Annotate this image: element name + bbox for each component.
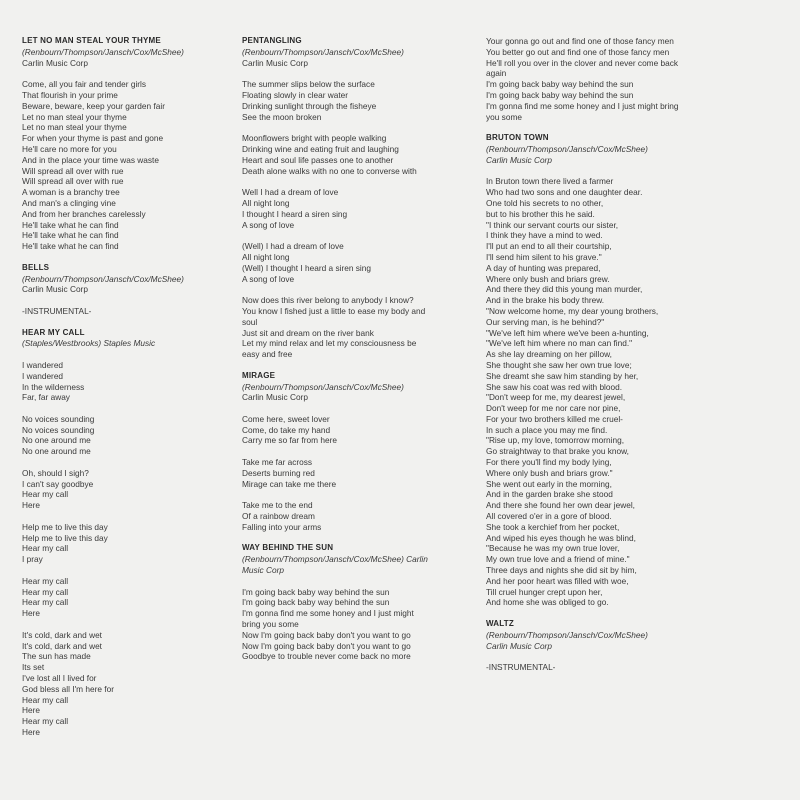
song-title: MIRAGE <box>242 370 276 380</box>
stanza-break <box>242 122 470 133</box>
lyric-line: No one around me <box>22 446 91 457</box>
lyric-line: I thought I heard a siren sing <box>242 208 348 219</box>
lyric-line: Go straightway to that brake you know, <box>486 446 629 457</box>
lyric-line: In Bruton town there lived a farmer <box>486 176 614 187</box>
song-credit: (Renbourn/Thompson/Jansch/Cox/McShee) <box>486 143 648 154</box>
song-title: BELLS <box>22 262 50 272</box>
lyric-line: And there they did this young man murder, <box>486 284 643 295</box>
lyric-line: Moonflowers bright with people walking <box>242 133 387 144</box>
lyric-line: Just sit and dream on the river bank <box>242 327 374 338</box>
lyric-line: Its set <box>22 662 45 673</box>
song-publisher: Carlin Music Corp <box>486 640 552 651</box>
lyric-line: you some <box>486 111 522 122</box>
lyric-line: And in the place your time was waste <box>22 154 159 165</box>
lyric-line: "We've left him where no man can find." <box>486 338 633 349</box>
lyric-line: That flourish in your prime <box>22 89 118 100</box>
stanza-break <box>22 511 232 522</box>
song-credit: (Renbourn/Thompson/Jansch/Cox/McShee) <box>22 273 184 284</box>
song-publisher: Carlin Music Corp <box>242 392 308 403</box>
lyric-line: She went out early in the morning, <box>486 478 612 489</box>
lyric-line: Hear my call <box>22 597 69 608</box>
lyric-line: For your two brothers killed me cruel- <box>486 413 623 424</box>
lyric-line: Drinking wine and eating fruit and laughing <box>242 143 399 154</box>
lyric-line: Three days and nights she did sit by him, <box>486 565 637 576</box>
stanza-break <box>242 176 470 187</box>
song-title: BRUTON TOWN <box>486 133 549 143</box>
lyric-line: I've lost all I lived for <box>22 673 97 684</box>
lyric-line: All night long <box>242 197 290 208</box>
lyric-line: Beware, beware, keep your garden fair <box>22 100 165 111</box>
lyric-line: I'm going back baby way behind the sun <box>242 597 390 608</box>
lyric-line: For there you'll find my body lying, <box>486 457 612 468</box>
lyric-line: He'll take what he can find <box>22 230 119 241</box>
lyric-line: The summer slips below the surface <box>242 79 375 90</box>
song-way-behind-the-sun-continued <box>486 36 786 122</box>
lyric-line: I wandered <box>22 359 64 370</box>
lyric-line: Let no man steal your thyme <box>22 111 127 122</box>
lyric-line: And wiped his eyes though he was blind, <box>486 532 636 543</box>
lyric-line: And her poor heart was filled with woe, <box>486 575 629 586</box>
lyric-line: I'll send him silent to his grave." <box>486 251 602 262</box>
lyric-line: A song of love <box>242 219 295 230</box>
lyric-line: "Because he was my own true lover, <box>486 543 620 554</box>
lyric-line: Let no man steal your thyme <box>22 122 127 133</box>
song-pentangling <box>242 36 470 360</box>
lyric-line: I'm gonna find me some honey and I just might bring <box>486 100 679 111</box>
lyric-line: All night long <box>242 251 290 262</box>
song-lyrics <box>242 587 470 663</box>
lyric-line: Where only bush and briars grow." <box>486 467 613 478</box>
lyric-line: Drinking sunlight through the fisheye <box>242 100 377 111</box>
lyric-line: You better go out and find one of those fancy men <box>486 46 670 57</box>
lyric-line: Who had two sons and one daughter dear. <box>486 187 643 198</box>
lyric-line: Here <box>22 608 40 619</box>
lyric-line: A day of hunting was prepared, <box>486 262 601 273</box>
song-credit: (Renbourn/Thompson/Jansch/Cox/McShee) <box>486 629 648 640</box>
song-mirage <box>242 371 470 533</box>
lyric-line: It's cold, dark and wet <box>22 640 102 651</box>
lyric-line: She took a kerchief from her pocket, <box>486 521 620 532</box>
lyric-line: "I think our servant courts our sister, <box>486 219 619 230</box>
column-1 <box>22 36 232 738</box>
lyric-line: Here <box>22 705 40 716</box>
lyric-line: Floating slowly in clear water <box>242 89 349 100</box>
song-bells <box>22 263 232 317</box>
stanza-break <box>242 230 470 241</box>
lyric-line: Your gonna go out and find one of those fancy men <box>486 36 674 46</box>
lyric-line: Where only bush and briars grew. <box>486 273 610 284</box>
lyric-line: You know I fished just a little to ease my body and <box>242 305 426 316</box>
lyric-line: A song of love <box>242 273 295 284</box>
lyric-line: I think they have a mind to wed. <box>486 230 603 241</box>
lyric-line: Deserts burning red <box>242 467 315 478</box>
lyric-line: And from her branches carelessly <box>22 208 146 219</box>
song-title: WAY BEHIND THE SUN <box>242 543 334 553</box>
lyric-line: He'll take what he can find <box>22 219 119 230</box>
lyric-line: See the moon broken <box>242 111 322 122</box>
song-way-behind-the-sun <box>242 543 470 662</box>
lyric-line: Well I had a dream of love <box>242 187 339 198</box>
stanza-break <box>242 489 470 500</box>
song-publisher: Carlin Music Corp <box>242 57 308 68</box>
lyric-line: She dreamt she saw him standing by her, <box>486 370 639 381</box>
lyric-line: Here <box>22 727 40 737</box>
lyric-line: Don't weep for me nor care nor pine, <box>486 403 621 414</box>
instrumental-note: -INSTRUMENTAL- <box>22 305 92 316</box>
lyric-line: again <box>486 68 507 79</box>
lyric-line: (Well) I thought I heard a siren sing <box>242 262 371 273</box>
lyric-line: It's cold, dark and wet <box>22 629 102 640</box>
stanza-break <box>242 284 470 295</box>
lyric-line: And there she found her own dear jewel, <box>486 500 635 511</box>
lyric-line: Come, do take my hand <box>242 424 331 435</box>
lyric-line: I'm gonna find me some honey and I just might <box>242 608 414 619</box>
lyric-line: Hear my call <box>22 716 69 727</box>
lyric-line: One told his secrets to no other, <box>486 197 604 208</box>
lyric-line: I can't say goodbye <box>22 478 94 489</box>
song-credit: (Staples/Westbrooks) Staples Music <box>22 338 156 349</box>
song-waltz <box>486 619 786 673</box>
lyric-line: For when your thyme is past and gone <box>22 133 164 144</box>
lyric-line: Carry me so far from here <box>242 435 337 446</box>
lyric-line: A woman is a branchy tree <box>22 187 120 198</box>
song-title: LET NO MAN STEAL YOUR THYME <box>22 36 161 45</box>
lyric-line: Goodbye to trouble never come back no more <box>242 651 411 662</box>
lyric-line: Come here, sweet lover <box>242 413 330 424</box>
lyric-line: (Well) I had a dream of love <box>242 241 344 252</box>
lyric-line: My own true love and a friend of mine." <box>486 554 630 565</box>
lyric-line: but to his brother this he said. <box>486 208 595 219</box>
song-publisher: Carlin Music Corp <box>22 57 88 68</box>
song-let-no-man-steal-your-thyme <box>22 36 232 252</box>
lyric-line: No voices sounding <box>22 424 95 435</box>
lyric-line: Now I'm going back baby don't you want to go <box>242 629 411 640</box>
lyric-line: As she lay dreaming on her pillow, <box>486 349 612 360</box>
song-publisher: Music Corp <box>242 565 284 576</box>
stanza-break <box>22 457 232 468</box>
column-3 <box>486 36 786 673</box>
song-lyrics <box>242 414 470 533</box>
lyric-line: Help me to live this day <box>22 521 108 532</box>
lyric-line: Till cruel hunger crept upon her, <box>486 586 603 597</box>
lyric-line: easy and free <box>242 349 293 360</box>
lyric-line: Of a rainbow dream <box>242 511 315 522</box>
lyric-line: She thought she saw her own true love; <box>486 359 632 370</box>
lyric-line: And home she was obliged to go. <box>486 597 609 608</box>
song-publisher: Carlin Music Corp <box>486 154 552 165</box>
lyric-line: Hear my call <box>22 575 69 586</box>
lyric-line: In the wilderness <box>22 381 85 392</box>
lyric-line: And in the brake his body threw. <box>486 295 605 306</box>
lyric-line: No one around me <box>22 435 91 446</box>
lyric-line: I'm going back baby way behind the sun <box>242 586 390 597</box>
song-lyrics <box>22 79 232 252</box>
song-bruton-town <box>486 133 786 608</box>
lyric-line: I'm going back baby way behind the sun <box>486 79 634 90</box>
instrumental-note: -INSTRUMENTAL- <box>486 662 556 673</box>
lyric-line: Hear my call <box>22 694 69 705</box>
lyric-line: Will spread all over with rue <box>22 176 124 187</box>
lyric-line: soul <box>242 316 258 327</box>
lyric-line: "We've left him where we've been a-hunting, <box>486 327 649 338</box>
lyric-line: She saw his coat was red with blood. <box>486 381 623 392</box>
song-credit: (Renbourn/Thompson/Jansch/Cox/McShee) <box>242 46 404 57</box>
lyric-line: Now does this river belong to anybody I know? <box>242 295 414 306</box>
lyric-line: Will spread all over with rue <box>22 165 124 176</box>
lyric-line: I pray <box>22 554 43 565</box>
song-credit: (Renbourn/Thompson/Jansch/Cox/McShee) <box>22 46 184 57</box>
song-title: WALTZ <box>486 619 514 629</box>
lyric-line: "Don't weep for me, my dearest jewel, <box>486 392 626 403</box>
lyric-line: "Now welcome home, my dear young brothers, <box>486 305 659 316</box>
song-title: PENTANGLING <box>242 36 302 45</box>
stanza-break <box>22 619 232 630</box>
stanza-break <box>22 565 232 576</box>
lyric-line: The sun has made <box>22 651 91 662</box>
song-lyrics <box>486 36 786 122</box>
lyric-line: He'll care no more for you <box>22 143 117 154</box>
song-lyrics <box>242 79 470 360</box>
lyric-line: Far, far away <box>22 392 70 403</box>
lyric-line: And man's a clinging vine <box>22 197 116 208</box>
lyric-line: bring you some <box>242 619 299 630</box>
lyric-line: Death alone walks with no one to converse with <box>242 165 417 176</box>
lyric-line: Let my mind relax and let my consciousness be <box>242 338 417 349</box>
song-title: HEAR MY CALL <box>22 327 85 337</box>
lyric-line: God bless all I'm here for <box>22 683 114 694</box>
lyric-line: Hear my call <box>22 543 69 554</box>
lyric-line: Falling into your arms <box>242 521 322 532</box>
lyric-line: He'll roll you over in the clover and never come back <box>486 57 679 68</box>
lyric-line: In such a place you may me find. <box>486 424 608 435</box>
lyric-line: He'll take what he can find <box>22 241 119 252</box>
song-publisher: Carlin Music Corp <box>22 284 88 295</box>
song-credit: (Renbourn/Thompson/Jansch/Cox/McShee) <box>242 381 404 392</box>
column-2 <box>242 36 470 662</box>
song-credit: (Renbourn/Thompson/Jansch/Cox/McShee) Carlin <box>242 554 428 565</box>
lyric-line: Hear my call <box>22 586 69 597</box>
stanza-break <box>22 403 232 414</box>
lyric-line: Take me to the end <box>242 500 313 511</box>
lyric-line: I'll put an end to all their courtship, <box>486 241 612 252</box>
lyric-line: Mirage can take me there <box>242 478 337 489</box>
lyric-line: Take me far across <box>242 457 313 468</box>
lyric-line: Our serving man, is he behind?" <box>486 316 605 327</box>
lyric-line: Help me to live this day <box>22 532 108 543</box>
lyric-line: Now I'm going back baby don't you want to go <box>242 640 411 651</box>
song-hear-my-call <box>22 328 232 738</box>
lyric-line: Come, all you fair and tender girls <box>22 79 147 90</box>
lyric-line: "Rise up, my love, tomorrow morning, <box>486 435 625 446</box>
lyric-line: No voices sounding <box>22 413 95 424</box>
lyric-line: All covered o'er in a gore of blood. <box>486 511 612 522</box>
song-lyrics <box>22 360 232 738</box>
lyric-line: Here <box>22 500 40 511</box>
lyric-line: I wandered <box>22 370 64 381</box>
stanza-break <box>242 446 470 457</box>
lyric-line: Oh, should I sigh? <box>22 467 89 478</box>
lyric-line: Hear my call <box>22 489 69 500</box>
lyric-line: I'm going back baby way behind the sun <box>486 89 634 100</box>
lyric-line: Heart and soul life passes one to another <box>242 154 394 165</box>
song-lyrics <box>486 176 786 608</box>
lyric-line: And in the garden brake she stood <box>486 489 613 500</box>
